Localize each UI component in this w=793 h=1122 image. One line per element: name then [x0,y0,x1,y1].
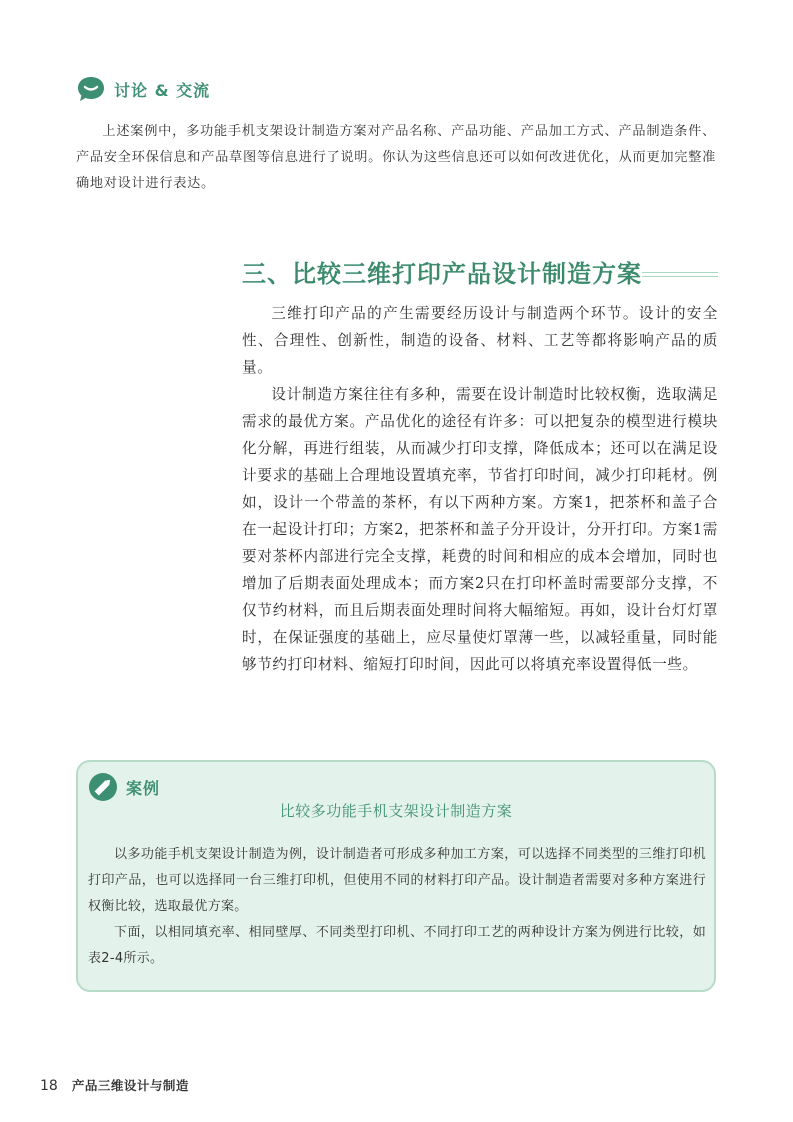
discussion-title: 讨论 & 交流 [114,80,211,100]
case-title: 比较多功能手机支架设计制造方案 [279,802,513,820]
case-paragraph: 下面，以相同填充率、相同壁厚、不同类型打印机、不同打印工艺的两种设计方案为例进行比较，如表2-4所示。 [88,925,706,966]
section-body [242,300,718,678]
discussion-header [76,74,210,104]
section-title-decoration [642,272,718,278]
page-footer [40,1076,189,1094]
case-label: 案例 [126,778,161,798]
case-header [88,772,160,802]
body-paragraph: 设计制造方案往往有多种，需要在设计制造时比较权衡，选取满足需求的最优方案。产品优化的途径有许多：可以把复杂的模型进行模块化分解，再进行组装，从而减少打印支撑，降低成本；还可以在满足设计要求的基础上合理地设置填充率，节省打印时间，减少打印耗材。例如，设计一个带盖的茶杯，有以下两种方案。方案1，把茶杯和盖子合在一起设计打印；方案2，把茶杯和盖子分开设计，分开打印。方案1需要对茶杯内部进行完全支撑，耗费的时间和相应的成本会增加，同时也增加了后期表面处理成本；而方案2只在打印杯盖时需要部分支撑，不仅节约材料，而且后期表面处理时间将大幅缩短。再如，设计台灯灯罩时，在保证强度的基础上，应尽量使灯罩薄一些，以减轻重量，同时能够节约打印材料、缩短打印时间，因此可以将填充率设置得低一些。 [242,386,718,673]
discussion-text: 上述案例中，多功能手机支架设计制造方案对产品名称、产品功能、产品加工方式、产品制造条件、产品安全环保信息和产品草图等信息进行了说明。你认为这些信息还可以如何改进优化，从而更加完整准确地对设计进行表达。 [76,124,716,191]
case-box [76,760,716,992]
book-title: 产品三维设计与制造 [71,1078,189,1093]
page-number: 18 [40,1078,58,1094]
body-paragraph: 三维打印产品的产生需要经历设计与制造两个环节。设计的安全性、合理性、创新性，制造的设备、材料、工艺等都将影响产品的质量。 [242,305,718,376]
section-title: 三、比较三维打印产品设计制造方案 [242,260,642,288]
case-text [88,842,706,972]
case-paragraph: 以多功能手机支架设计制造为例，设计制造者可形成多种加工方案，可以选择不同类型的三维打印机打印产品，也可以选择同一台三维打印机，但使用不同的材料打印产品。设计制造者需要对多种方案进行权衡比较，选取最优方案。 [88,847,706,914]
pencil-icon [88,772,118,802]
speech-bubble-icon [76,75,106,103]
